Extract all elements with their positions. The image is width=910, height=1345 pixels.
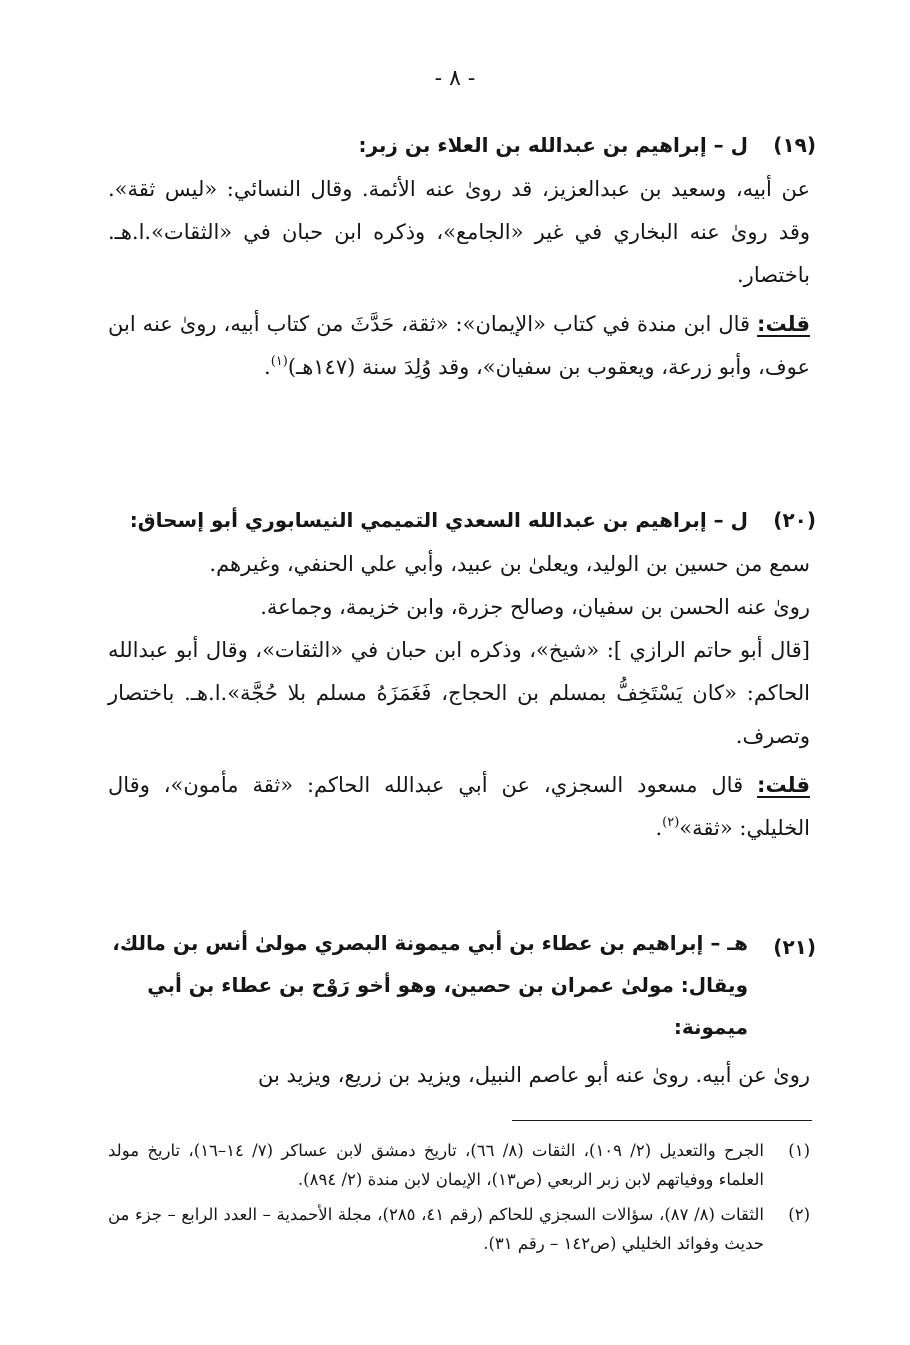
entry-19: [108, 128, 816, 389]
footnote-number: (١): [788, 1141, 810, 1160]
entry-note: [108, 303, 810, 389]
note-end: .: [264, 355, 271, 379]
entry-21: [108, 922, 816, 1097]
note-text: قال مسعود السجزي، عن أبي عبدالله الحاكم: «ثقة مأمون»، وقال الخليلي: «ثقة»: [108, 773, 810, 840]
footnote-divider: [512, 1120, 812, 1121]
entry-number: (٢١): [773, 935, 816, 959]
entry-20: [108, 503, 816, 850]
page-number: - ٨ -: [434, 66, 476, 91]
entry-header: [98, 503, 816, 537]
entry-title: ل – إبراهيم بن عبدالله السعدي التميمي النيسابوري أبو إسحاق:: [129, 508, 748, 532]
entry-paragraph: عن أبيه، وسعيد بن عبدالعزيز، قد روىٰ عنه الأئمة. وقال النسائي: «ليس ثقة». وقد روىٰ عنه البخاري في غير «الجامع»، وذكره ابن حبان في «الثقات».ا.هـ. باختصار.: [108, 177, 810, 287]
note-label: قلت:: [757, 773, 810, 797]
entry-note: [108, 764, 810, 850]
note-end: .: [655, 816, 663, 840]
entry-paragraph: [قال أبو حاتم الرازي ]: «شيخ»، وذكره ابن حبان في «الثقات»، وقال أبو عبدالله الحاكم: «كان يَسْتَخِفُّ بمسلم بن الحجاج، فَغَمَزَهُ مسلم بلا حُجَّة».ا.هـ. باختصار وتصرف.: [108, 638, 810, 748]
entry-paragraph: سمع من حسين بن الوليد، ويعلىٰ بن عبيد، وأبي علي الحنفي، وغيرهم.: [209, 552, 810, 576]
entry-paragraph: روىٰ عنه الحسن بن سفيان، وصالح جزرة، وابن خزيمة، وجماعة.: [260, 595, 810, 619]
footnote-text: الثقات (٨/ ٨٧)، سؤالات السجزي للحاكم (رقم ٤١، ٢٨٥)، مجلة الأحمدية – العدد الرابع – جزء من حديث وفوائد الخليلي (ص١٤٢ – رقم ٣١).: [108, 1205, 764, 1253]
footnotes: [108, 1136, 810, 1264]
entry-title: ل – إبراهيم بن عبدالله بن العلاء بن زبر:: [358, 133, 748, 157]
footnote-ref[interactable]: (١): [270, 354, 288, 369]
entry-header: [98, 922, 816, 1048]
entry-number: (١٩): [773, 133, 816, 157]
entry-title: هـ – إبراهيم بن عطاء بن أبي ميمونة البصري مولىٰ أنس بن مالك، ويقال: مولىٰ عمران بن حصين، وهو أخو رَوْح بن عطاء بن أبي ميمونة:: [112, 931, 748, 1039]
entry-number: (٢٠): [773, 508, 816, 532]
footnote-text: الجرح والتعديل (٢/ ١٠٩)، الثقات (٨/ ٦٦)، تاريخ دمشق لابن عساكر (٧/ ١٤–١٦)، تاريخ مولد العلماء ووفياتهم لابن زبر الربعي (ص١٣)، الإيمان لابن مندة (٢/ ٨٩٤).: [108, 1141, 764, 1189]
note-label: قلت:: [757, 312, 810, 336]
footnote-number: (٢): [788, 1205, 810, 1224]
entry-paragraph: روىٰ عن أبيه. روىٰ عنه أبو عاصم النبيل، ويزيد بن زريع، ويزيد بن: [258, 1063, 810, 1087]
note-text: قال ابن مندة في كتاب «الإيمان»: «ثقة، حَدَّثَ من كتاب أبيه، روىٰ عنه ابن عوف، وأبو زرعة، ويعقوب بن سفيان»، وقد وُلِدَ سنة (١٤٧هـ): [108, 312, 810, 379]
entry-header: [98, 128, 816, 162]
footnote: [108, 1200, 810, 1258]
footnote: [108, 1136, 810, 1194]
footnote-ref[interactable]: (٢): [662, 815, 680, 830]
